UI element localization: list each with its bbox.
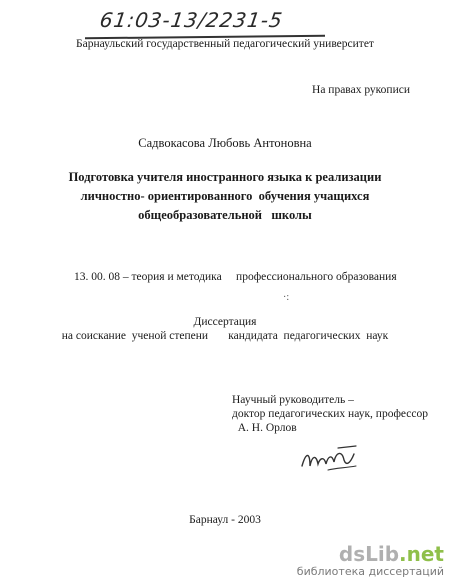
handwritten-signature (298, 444, 362, 481)
supervisor-block (232, 393, 428, 435)
rights-note: На правах рукописи (312, 84, 410, 96)
dissertation-purpose: на соискание ученой степени кандидата педагогических наук (61, 330, 389, 342)
title-line-2: личностно- ориентированного обучения учащихся (80, 189, 370, 203)
supervisor-role: Научный руководитель – (232, 394, 354, 406)
supervisor-degree: доктор педагогических наук, профессор (232, 408, 429, 420)
watermark-brand-main: dsLib (338, 542, 400, 566)
watermark (297, 543, 444, 578)
supervisor-name: А. Н. Орлов (232, 422, 297, 434)
scan-speck: ·: (283, 292, 290, 303)
specialty-code: 13. 00. 08 – теория и методика профессионального образования (74, 271, 397, 283)
signature-graphic (298, 444, 362, 476)
university-name: Барнаульский государственный педагогический университет (76, 38, 374, 50)
archive-number: 61:03-13/2231-5 (98, 8, 285, 32)
watermark-subtitle: библиотека диссертаций (296, 565, 444, 578)
dissertation-title (0, 168, 450, 225)
dissertation-heading: Диссертация (193, 316, 257, 328)
city-year: Барнаул - 2003 (189, 514, 261, 526)
author-name: Садвокасова Любовь Антоновна (138, 136, 312, 150)
title-line-3: общеобразовательной школы (138, 208, 312, 222)
title-line-1: Подготовка учителя иностранного языка к реализации (68, 170, 382, 184)
watermark-brand (297, 543, 444, 565)
watermark-brand-suffix: .net (399, 542, 444, 566)
